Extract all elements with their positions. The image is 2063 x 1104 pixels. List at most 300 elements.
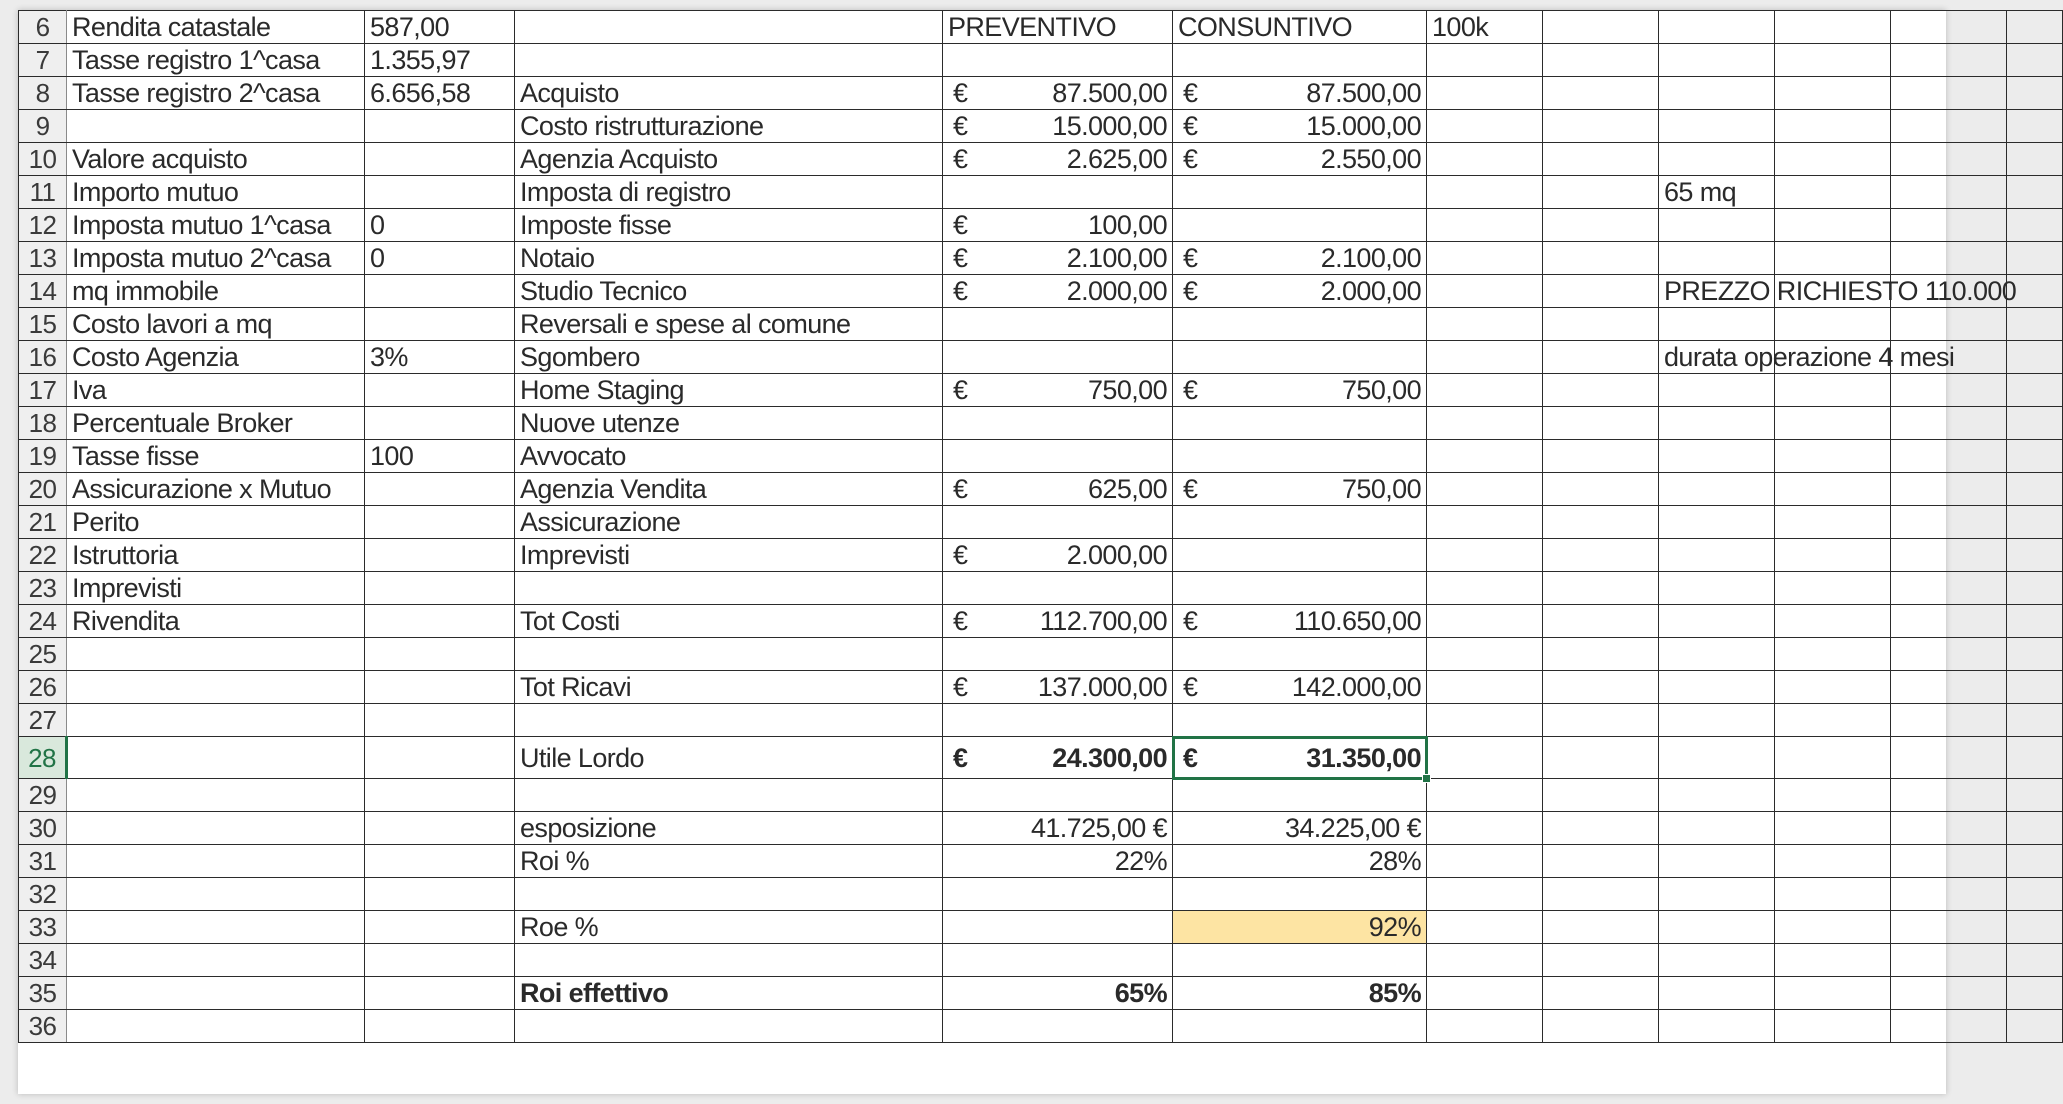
cell-e32[interactable]	[1173, 878, 1427, 911]
cell-h35[interactable]	[1659, 977, 1775, 1010]
cell-j23[interactable]	[1891, 572, 2007, 605]
cell-f16[interactable]	[1427, 341, 1543, 374]
cell-j34[interactable]	[1891, 944, 2007, 977]
cell-f7[interactable]	[1427, 44, 1543, 77]
cell-c34[interactable]	[515, 944, 943, 977]
cell-f26[interactable]	[1427, 671, 1543, 704]
cell-f21[interactable]	[1427, 506, 1543, 539]
cell-c27[interactable]	[515, 704, 943, 737]
cell-c29[interactable]	[515, 779, 943, 812]
row-header[interactable]: 7	[19, 44, 67, 77]
cell-e20[interactable]	[1173, 473, 1427, 506]
cell-d23[interactable]	[943, 572, 1173, 605]
cell-k34[interactable]	[2007, 944, 2063, 977]
cell-j18[interactable]	[1891, 407, 2007, 440]
cell-i33[interactable]	[1775, 911, 1891, 944]
cell-b20[interactable]	[365, 473, 515, 506]
cell-e19[interactable]	[1173, 440, 1427, 473]
cell-g18[interactable]	[1543, 407, 1659, 440]
cell-d17[interactable]	[943, 374, 1173, 407]
cell-j12[interactable]	[1891, 209, 2007, 242]
cell-j33[interactable]	[1891, 911, 2007, 944]
row-header[interactable]: 21	[19, 506, 67, 539]
cell-b8[interactable]: 6.656,58	[365, 77, 515, 110]
cell-b36[interactable]	[365, 1010, 515, 1043]
cell-e26[interactable]	[1173, 671, 1427, 704]
cell-a19[interactable]: Tasse fisse	[67, 440, 365, 473]
cell-d13[interactable]	[943, 242, 1173, 275]
row-header[interactable]: 13	[19, 242, 67, 275]
cell-c14[interactable]: Studio Tecnico	[515, 275, 943, 308]
cell-e33[interactable]: 92%	[1173, 911, 1427, 944]
row-header[interactable]: 8	[19, 77, 67, 110]
cell-i24[interactable]	[1775, 605, 1891, 638]
cell-g30[interactable]	[1543, 812, 1659, 845]
cell-j30[interactable]	[1891, 812, 2007, 845]
cell-k26[interactable]	[2007, 671, 2063, 704]
cell-g36[interactable]	[1543, 1010, 1659, 1043]
row-header[interactable]: 17	[19, 374, 67, 407]
cell-b24[interactable]	[365, 605, 515, 638]
cell-h32[interactable]	[1659, 878, 1775, 911]
cell-d34[interactable]	[943, 944, 1173, 977]
cell-h28[interactable]	[1659, 737, 1775, 779]
cell-h29[interactable]	[1659, 779, 1775, 812]
cell-b17[interactable]	[365, 374, 515, 407]
cell-i29[interactable]	[1775, 779, 1891, 812]
cell-a20[interactable]: Assicurazione x Mutuo	[67, 473, 365, 506]
row-header[interactable]: 6	[19, 11, 67, 44]
cell-g24[interactable]	[1543, 605, 1659, 638]
cell-h24[interactable]	[1659, 605, 1775, 638]
cell-f10[interactable]	[1427, 143, 1543, 176]
cell-j32[interactable]	[1891, 878, 2007, 911]
cell-e11[interactable]	[1173, 176, 1427, 209]
cell-g28[interactable]	[1543, 737, 1659, 779]
cell-h26[interactable]	[1659, 671, 1775, 704]
cell-j6[interactable]	[1891, 11, 2007, 44]
cell-g15[interactable]	[1543, 308, 1659, 341]
cell-k11[interactable]	[2007, 176, 2063, 209]
cell-k30[interactable]	[2007, 812, 2063, 845]
cell-b16[interactable]: 3%	[365, 341, 515, 374]
cell-d19[interactable]	[943, 440, 1173, 473]
row-header[interactable]: 12	[19, 209, 67, 242]
cell-i19[interactable]	[1775, 440, 1891, 473]
cell-i25[interactable]	[1775, 638, 1891, 671]
cell-h25[interactable]	[1659, 638, 1775, 671]
cell-g6[interactable]	[1543, 11, 1659, 44]
cell-e8[interactable]	[1173, 77, 1427, 110]
cell-a21[interactable]: Perito	[67, 506, 365, 539]
cell-a26[interactable]	[67, 671, 365, 704]
cell-h11[interactable]: 65 mq	[1659, 176, 1775, 209]
cell-a28[interactable]	[67, 737, 365, 779]
cell-h7[interactable]	[1659, 44, 1775, 77]
cell-d21[interactable]	[943, 506, 1173, 539]
cell-b14[interactable]	[365, 275, 515, 308]
cell-b10[interactable]	[365, 143, 515, 176]
cell-a18[interactable]: Percentuale Broker	[67, 407, 365, 440]
cell-h16[interactable]: durata operazione 4 mesi	[1659, 341, 1775, 374]
cell-d35[interactable]: 65%	[943, 977, 1173, 1010]
cell-b11[interactable]	[365, 176, 515, 209]
cell-h8[interactable]	[1659, 77, 1775, 110]
cell-d24[interactable]	[943, 605, 1173, 638]
cell-f18[interactable]	[1427, 407, 1543, 440]
cell-g34[interactable]	[1543, 944, 1659, 977]
cell-a16[interactable]: Costo Agenzia	[67, 341, 365, 374]
row-header[interactable]: 34	[19, 944, 67, 977]
cell-i27[interactable]	[1775, 704, 1891, 737]
cell-k12[interactable]	[2007, 209, 2063, 242]
cell-k9[interactable]	[2007, 110, 2063, 143]
cell-a9[interactable]	[67, 110, 365, 143]
cell-b29[interactable]	[365, 779, 515, 812]
cell-g9[interactable]	[1543, 110, 1659, 143]
cell-i36[interactable]	[1775, 1010, 1891, 1043]
cell-h31[interactable]	[1659, 845, 1775, 878]
cell-b7[interactable]: 1.355,97	[365, 44, 515, 77]
cell-d26[interactable]	[943, 671, 1173, 704]
cell-f22[interactable]	[1427, 539, 1543, 572]
cell-a27[interactable]	[67, 704, 365, 737]
row-header[interactable]: 26	[19, 671, 67, 704]
cell-a17[interactable]: Iva	[67, 374, 365, 407]
cell-b6[interactable]: 587,00	[365, 11, 515, 44]
cell-d15[interactable]	[943, 308, 1173, 341]
cell-f15[interactable]	[1427, 308, 1543, 341]
cell-b32[interactable]	[365, 878, 515, 911]
cell-k25[interactable]	[2007, 638, 2063, 671]
cell-k32[interactable]	[2007, 878, 2063, 911]
cell-h6[interactable]	[1659, 11, 1775, 44]
cell-c28[interactable]: Utile Lordo	[515, 737, 943, 779]
cell-j35[interactable]	[1891, 977, 2007, 1010]
row-header[interactable]: 11	[19, 176, 67, 209]
cell-d20[interactable]	[943, 473, 1173, 506]
cell-b13[interactable]: 0	[365, 242, 515, 275]
cell-b23[interactable]	[365, 572, 515, 605]
row-header[interactable]: 31	[19, 845, 67, 878]
cell-i30[interactable]	[1775, 812, 1891, 845]
cell-i8[interactable]	[1775, 77, 1891, 110]
cell-g19[interactable]	[1543, 440, 1659, 473]
cell-c11[interactable]: Imposta di registro	[515, 176, 943, 209]
cell-f27[interactable]	[1427, 704, 1543, 737]
cell-i11[interactable]	[1775, 176, 1891, 209]
cell-j24[interactable]	[1891, 605, 2007, 638]
cell-j8[interactable]	[1891, 77, 2007, 110]
cell-d33[interactable]	[943, 911, 1173, 944]
row-header[interactable]: 36	[19, 1010, 67, 1043]
cell-c36[interactable]	[515, 1010, 943, 1043]
cell-d22[interactable]	[943, 539, 1173, 572]
cell-k35[interactable]	[2007, 977, 2063, 1010]
cell-f29[interactable]	[1427, 779, 1543, 812]
cell-e23[interactable]	[1173, 572, 1427, 605]
cell-b35[interactable]	[365, 977, 515, 1010]
cell-b28[interactable]	[365, 737, 515, 779]
cell-j11[interactable]	[1891, 176, 2007, 209]
cell-c22[interactable]: Imprevisti	[515, 539, 943, 572]
cell-i21[interactable]	[1775, 506, 1891, 539]
cell-a24[interactable]: Rivendita	[67, 605, 365, 638]
cell-j19[interactable]	[1891, 440, 2007, 473]
cell-c23[interactable]	[515, 572, 943, 605]
cell-b15[interactable]	[365, 308, 515, 341]
cell-i32[interactable]	[1775, 878, 1891, 911]
cell-e29[interactable]	[1173, 779, 1427, 812]
cell-a31[interactable]	[67, 845, 365, 878]
cell-e34[interactable]	[1173, 944, 1427, 977]
cell-k8[interactable]	[2007, 77, 2063, 110]
cell-k15[interactable]	[2007, 308, 2063, 341]
row-header[interactable]: 9	[19, 110, 67, 143]
cell-h9[interactable]	[1659, 110, 1775, 143]
cell-c32[interactable]	[515, 878, 943, 911]
cell-i28[interactable]	[1775, 737, 1891, 779]
cell-k24[interactable]	[2007, 605, 2063, 638]
cell-e25[interactable]	[1173, 638, 1427, 671]
cell-e7[interactable]	[1173, 44, 1427, 77]
row-header[interactable]: 35	[19, 977, 67, 1010]
cell-b30[interactable]	[365, 812, 515, 845]
cell-g32[interactable]	[1543, 878, 1659, 911]
cell-i12[interactable]	[1775, 209, 1891, 242]
cell-j29[interactable]	[1891, 779, 2007, 812]
cell-e35[interactable]: 85%	[1173, 977, 1427, 1010]
cell-d14[interactable]	[943, 275, 1173, 308]
cell-i26[interactable]	[1775, 671, 1891, 704]
cell-j15[interactable]	[1891, 308, 2007, 341]
cell-g31[interactable]	[1543, 845, 1659, 878]
row-header[interactable]: 15	[19, 308, 67, 341]
cell-k31[interactable]	[2007, 845, 2063, 878]
cell-j25[interactable]	[1891, 638, 2007, 671]
cell-e21[interactable]	[1173, 506, 1427, 539]
cell-d16[interactable]	[943, 341, 1173, 374]
cell-d27[interactable]	[943, 704, 1173, 737]
cell-d30[interactable]: 41.725,00 €	[943, 812, 1173, 845]
cell-e30[interactable]: 34.225,00 €	[1173, 812, 1427, 845]
cell-e31[interactable]: 28%	[1173, 845, 1427, 878]
cell-e22[interactable]	[1173, 539, 1427, 572]
cell-b21[interactable]	[365, 506, 515, 539]
cell-i31[interactable]	[1775, 845, 1891, 878]
cell-g8[interactable]	[1543, 77, 1659, 110]
cell-g11[interactable]	[1543, 176, 1659, 209]
cell-a25[interactable]	[67, 638, 365, 671]
cell-k20[interactable]	[2007, 473, 2063, 506]
cell-j7[interactable]	[1891, 44, 2007, 77]
cell-c8[interactable]: Acquisto	[515, 77, 943, 110]
cell-j27[interactable]	[1891, 704, 2007, 737]
cell-f8[interactable]	[1427, 77, 1543, 110]
cell-b22[interactable]	[365, 539, 515, 572]
row-header[interactable]: 22	[19, 539, 67, 572]
cell-h27[interactable]	[1659, 704, 1775, 737]
cell-f31[interactable]	[1427, 845, 1543, 878]
cell-c24[interactable]: Tot Costi	[515, 605, 943, 638]
cell-k21[interactable]	[2007, 506, 2063, 539]
cell-k27[interactable]	[2007, 704, 2063, 737]
cell-j17[interactable]	[1891, 374, 2007, 407]
cell-e9[interactable]	[1173, 110, 1427, 143]
cell-e6[interactable]: CONSUNTIVO	[1173, 11, 1427, 44]
cell-d12[interactable]	[943, 209, 1173, 242]
cell-a22[interactable]: Istruttoria	[67, 539, 365, 572]
cell-k36[interactable]	[2007, 1010, 2063, 1043]
cell-b19[interactable]: 100	[365, 440, 515, 473]
cell-i17[interactable]	[1775, 374, 1891, 407]
cell-h13[interactable]	[1659, 242, 1775, 275]
cell-g26[interactable]	[1543, 671, 1659, 704]
cell-g14[interactable]	[1543, 275, 1659, 308]
cell-e17[interactable]	[1173, 374, 1427, 407]
fill-handle[interactable]	[1422, 774, 1431, 783]
row-header[interactable]: 33	[19, 911, 67, 944]
cell-f11[interactable]	[1427, 176, 1543, 209]
cell-d36[interactable]	[943, 1010, 1173, 1043]
cell-j20[interactable]	[1891, 473, 2007, 506]
cell-g17[interactable]	[1543, 374, 1659, 407]
cell-d6[interactable]: PREVENTIVO	[943, 11, 1173, 44]
cell-f28[interactable]	[1427, 737, 1543, 779]
cell-b18[interactable]	[365, 407, 515, 440]
cell-i10[interactable]	[1775, 143, 1891, 176]
cell-i22[interactable]	[1775, 539, 1891, 572]
cell-a8[interactable]: Tasse registro 2^casa	[67, 77, 365, 110]
cell-a13[interactable]: Imposta mutuo 2^casa	[67, 242, 365, 275]
cell-a7[interactable]: Tasse registro 1^casa	[67, 44, 365, 77]
cell-c20[interactable]: Agenzia Vendita	[515, 473, 943, 506]
cell-f13[interactable]	[1427, 242, 1543, 275]
cell-h17[interactable]	[1659, 374, 1775, 407]
row-header[interactable]: 25	[19, 638, 67, 671]
cell-c30[interactable]: esposizione	[515, 812, 943, 845]
cell-a30[interactable]	[67, 812, 365, 845]
row-header[interactable]: 14	[19, 275, 67, 308]
cell-g16[interactable]	[1543, 341, 1659, 374]
cell-i23[interactable]	[1775, 572, 1891, 605]
row-header[interactable]: 18	[19, 407, 67, 440]
cell-h10[interactable]	[1659, 143, 1775, 176]
cell-i15[interactable]	[1775, 308, 1891, 341]
cell-a33[interactable]	[67, 911, 365, 944]
cell-a11[interactable]: Importo mutuo	[67, 176, 365, 209]
cell-k29[interactable]	[2007, 779, 2063, 812]
cell-a23[interactable]: Imprevisti	[67, 572, 365, 605]
cell-c33[interactable]: Roe %	[515, 911, 943, 944]
cell-g7[interactable]	[1543, 44, 1659, 77]
cell-g12[interactable]	[1543, 209, 1659, 242]
cell-g10[interactable]	[1543, 143, 1659, 176]
cell-f23[interactable]	[1427, 572, 1543, 605]
cell-c21[interactable]: Assicurazione	[515, 506, 943, 539]
cell-g21[interactable]	[1543, 506, 1659, 539]
cell-k16[interactable]	[2007, 341, 2063, 374]
row-header[interactable]: 20	[19, 473, 67, 506]
row-header[interactable]: 28	[19, 737, 67, 779]
cell-e36[interactable]	[1173, 1010, 1427, 1043]
cell-b25[interactable]	[365, 638, 515, 671]
cell-b9[interactable]	[365, 110, 515, 143]
cell-f30[interactable]	[1427, 812, 1543, 845]
cell-k19[interactable]	[2007, 440, 2063, 473]
cell-i20[interactable]	[1775, 473, 1891, 506]
cell-i18[interactable]	[1775, 407, 1891, 440]
cell-j28[interactable]	[1891, 737, 2007, 779]
cell-f24[interactable]	[1427, 605, 1543, 638]
cell-g27[interactable]	[1543, 704, 1659, 737]
cell-j31[interactable]	[1891, 845, 2007, 878]
cell-e12[interactable]	[1173, 209, 1427, 242]
cell-e15[interactable]	[1173, 308, 1427, 341]
cell-j26[interactable]	[1891, 671, 2007, 704]
cell-b27[interactable]	[365, 704, 515, 737]
cell-a34[interactable]	[67, 944, 365, 977]
cell-j9[interactable]	[1891, 110, 2007, 143]
cell-k13[interactable]	[2007, 242, 2063, 275]
cell-k33[interactable]	[2007, 911, 2063, 944]
cell-h23[interactable]	[1659, 572, 1775, 605]
cell-b34[interactable]	[365, 944, 515, 977]
cell-k18[interactable]	[2007, 407, 2063, 440]
cell-g35[interactable]	[1543, 977, 1659, 1010]
cell-a29[interactable]	[67, 779, 365, 812]
cell-c7[interactable]	[515, 44, 943, 77]
cell-c35[interactable]: Roi effettivo	[515, 977, 943, 1010]
cell-f35[interactable]	[1427, 977, 1543, 1010]
cell-e13[interactable]	[1173, 242, 1427, 275]
cell-c31[interactable]: Roi %	[515, 845, 943, 878]
cell-g22[interactable]	[1543, 539, 1659, 572]
cell-k17[interactable]	[2007, 374, 2063, 407]
cell-f14[interactable]	[1427, 275, 1543, 308]
cell-h18[interactable]	[1659, 407, 1775, 440]
row-header[interactable]: 16	[19, 341, 67, 374]
cell-c16[interactable]: Sgombero	[515, 341, 943, 374]
cell-h20[interactable]	[1659, 473, 1775, 506]
cell-c15[interactable]: Reversali e spese al comune	[515, 308, 943, 341]
cell-d11[interactable]	[943, 176, 1173, 209]
cell-i34[interactable]	[1775, 944, 1891, 977]
cell-a10[interactable]: Valore acquisto	[67, 143, 365, 176]
cell-c13[interactable]: Notaio	[515, 242, 943, 275]
cell-d31[interactable]: 22%	[943, 845, 1173, 878]
cell-h34[interactable]	[1659, 944, 1775, 977]
cell-g20[interactable]	[1543, 473, 1659, 506]
cell-f12[interactable]	[1427, 209, 1543, 242]
cell-d10[interactable]	[943, 143, 1173, 176]
cell-f32[interactable]	[1427, 878, 1543, 911]
cell-j22[interactable]	[1891, 539, 2007, 572]
cell-a12[interactable]: Imposta mutuo 1^casa	[67, 209, 365, 242]
cell-j13[interactable]	[1891, 242, 2007, 275]
cell-b31[interactable]	[365, 845, 515, 878]
cell-c17[interactable]: Home Staging	[515, 374, 943, 407]
cell-f9[interactable]	[1427, 110, 1543, 143]
cell-h21[interactable]	[1659, 506, 1775, 539]
row-header[interactable]: 30	[19, 812, 67, 845]
cell-j10[interactable]	[1891, 143, 2007, 176]
row-header[interactable]: 32	[19, 878, 67, 911]
cell-g23[interactable]	[1543, 572, 1659, 605]
cell-e28[interactable]	[1173, 737, 1427, 779]
cell-h19[interactable]	[1659, 440, 1775, 473]
cell-c6[interactable]	[515, 11, 943, 44]
